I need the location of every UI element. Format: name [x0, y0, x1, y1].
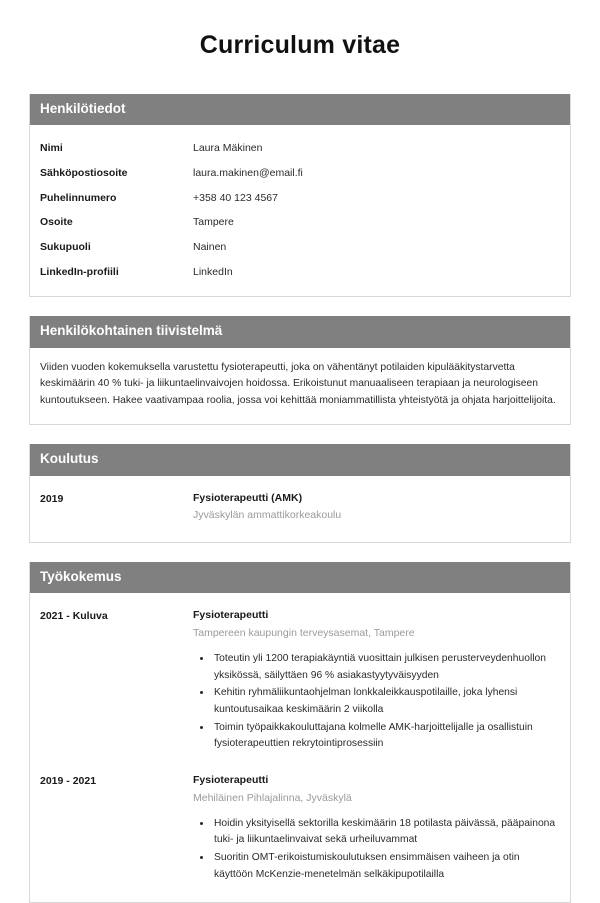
info-row: [40, 210, 560, 235]
entry-bullet: • Toimin työpaikkakouluttajana kolmelle AMK-harjoittelijalle ja osallistuin fysioterapeuttien rekrytointiprosessiin: [212, 720, 560, 753]
experience-entry: [40, 760, 560, 890]
entry-organization: Mehiläinen Pihlajalinna, Jyväskylä: [193, 791, 352, 804]
info-label: Nimi: [40, 142, 63, 155]
info-value: +358 40 123 4567: [193, 191, 278, 204]
entry-organization: Tampereen kaupungin terveysasemat, Tampere: [193, 627, 415, 640]
info-value: laura.makinen@email.fi: [193, 166, 303, 179]
info-label: Puhelinnumero: [40, 191, 117, 204]
info-row: [40, 161, 560, 186]
page-title: Curriculum vitae: [199, 31, 401, 59]
section-personal-summary: [29, 316, 571, 425]
section-body-work-experience: [30, 593, 570, 902]
section-header-work-experience: Työkokemus: [30, 562, 570, 593]
entry-bullet: • Toteutin yli 1200 terapiakäyntiä vuosittain julkisen perusterveydenhuollon yksikössä, säilyttäen 96 % asiakastyytyväisyyden: [212, 651, 560, 684]
entry-title: Fysioterapeutti: [193, 773, 269, 786]
entry-bullet: • Hoidin yksityisellä sektorilla keskimäärin 18 potilasta päivässä, pääpainona tuki- ja liikuntaelinvaivat sekä urheiluvammat: [212, 816, 560, 849]
section-header-personal-summary: Henkilökohtainen tiivistelmä: [30, 316, 570, 347]
info-row: [40, 260, 560, 285]
section-work-experience: [29, 562, 571, 903]
info-row: [40, 136, 560, 161]
entry-date: 2019: [40, 492, 64, 505]
info-value: Nainen: [193, 240, 227, 253]
entry-organization: Jyväskylän ammattikorkeakoulu: [193, 509, 342, 522]
info-label: Osoite: [40, 216, 73, 229]
info-row: [40, 186, 560, 211]
entry-title: Fysioterapeutti (AMK): [193, 491, 303, 504]
section-education: [29, 444, 571, 543]
entry-date: 2019 - 2021: [40, 774, 97, 787]
info-row: [40, 235, 560, 260]
entry-bullet: • Suoritin OMT-erikoistumiskoulutuksen ensimmäisen vaiheen ja otin käyttöön McKenzie-menetelmän selkäkipupotilailla: [212, 850, 560, 883]
experience-entry: [40, 604, 560, 760]
entry-date: 2021 - Kuluva: [40, 610, 108, 623]
info-label: Sähköpostiosoite: [40, 166, 128, 179]
info-label: Sukupuoli: [40, 240, 91, 253]
section-personal-details: [29, 94, 571, 297]
section-body-personal-details: [30, 125, 570, 296]
entry-bullet-list: [193, 816, 560, 884]
info-value: Tampere: [193, 216, 234, 229]
entry-bullet: • Kehitin ryhmäliikuntaohjelman lonkkaleikkauspotilaille, joka lyhensi kuntoutusaikaa keskimäärin 2 viikolla: [212, 685, 560, 718]
entry-main: [193, 773, 560, 884]
section-header-personal-details: Henkilötiedot: [30, 94, 570, 125]
info-value-linkedin[interactable]: LinkedIn: [193, 265, 233, 278]
info-value: Laura Mäkinen: [193, 142, 263, 155]
entry-main: [193, 491, 560, 525]
section-body-personal-summary: [30, 348, 570, 425]
education-entry: [40, 487, 560, 531]
entry-title: Fysioterapeutti: [193, 609, 269, 622]
entry-main: [193, 608, 560, 754]
section-header-education: Koulutus: [30, 444, 570, 475]
summary-paragraph: Viiden vuoden kokemuksella varustettu fysioterapeutti, joka on vähentänyt potilaiden kipulääkitystarvetta keskimäärin 40 % tuki- ja liikuntaelinvaivojen hoidossa. Erikoistunut manuaaliseen terapiaan ja neurologiseen kuntoutukseen. Hakee vaativampaa roolia, jossa voi kehittää moniammatillista yhteistyötä ja ohjata harjoittelijoita.: [40, 361, 556, 407]
section-body-education: [30, 476, 570, 543]
info-label: LinkedIn-profiili: [40, 265, 119, 278]
entry-bullet-list: [193, 651, 560, 753]
